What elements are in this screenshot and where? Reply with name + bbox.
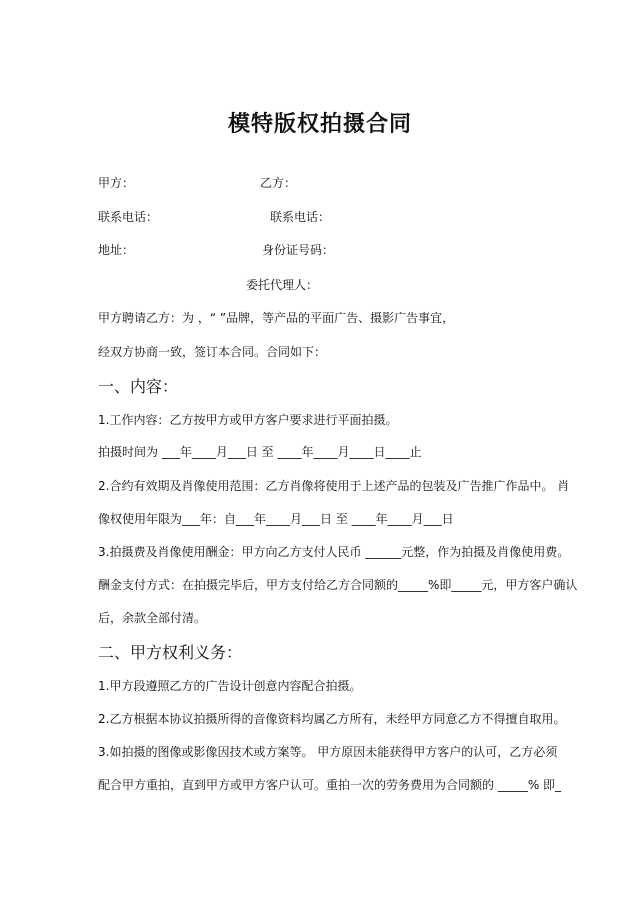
section-1-item-2-line-1: 2.合约有效期及肖像使用范围：乙方肖像将使用于上述产品的包装及广告推广作品中。 肖	[98, 479, 570, 493]
phone-b-label: 联系电话：	[270, 210, 331, 224]
phone-a-label: 联系电话：	[98, 210, 159, 224]
section-1-item-3: 3.拍摄费及肖像使用酬金：甲方向乙方支付人民币 ______元整，作为拍摄及肖像使用费。	[98, 545, 570, 559]
page-title: 模特版权拍摄合同	[227, 112, 412, 137]
intro-line-1: 甲方聘请乙方：为 ，“ ”品牌，等产品的平面广告、摄影广告事宜，	[98, 311, 455, 325]
section-1-item-2-line-2: 像权使用年限为___年：自___年____月___日 至 ____年____月___日	[98, 512, 454, 526]
party-b-label: 乙方：	[260, 176, 297, 190]
section-1-item-1: 1.工作内容：乙方按甲方或甲方客户要求进行平面拍摄。	[98, 413, 398, 427]
party-a-label: 甲方：	[98, 176, 135, 190]
agent-label: 委托代理人：	[246, 278, 319, 292]
section-2-item-3-line-2: 配合甲方重拍，直到甲方或甲方客户认可。重拍一次的劳务费用为合同额的 _____% 即_	[98, 778, 562, 792]
address-label: 地址：	[98, 243, 135, 257]
section-1-shoot-time: 拍摄时间为 ___年____月___日 至 ____年____月____日____止	[98, 445, 422, 459]
intro-line-2: 经双方协商一致，签订本合同。合同如下：	[98, 345, 327, 359]
id-number-label: 身份证号码：	[262, 243, 335, 257]
section-2-item-1: 1.甲方段遵照乙方的广告设计创意内容配合拍摄。	[98, 679, 362, 693]
section-2-heading: 二、甲方权利义务：	[98, 643, 243, 662]
section-1-payment-line-2: 后，余款全部付清。	[98, 611, 207, 625]
section-1-payment-line-1: 酬金支付方式：在拍摄完毕后，甲方支付给乙方合同额的_____%即_____元，甲方客户确认	[98, 578, 578, 592]
section-2-item-2: 2.乙方根据本协议拍摄所得的音像资料均属乙方所有，未经甲方同意乙方不得擅自取用。	[98, 712, 566, 726]
section-1-heading: 一、内容：	[98, 377, 179, 396]
section-2-item-3-line-1: 3.如拍摄的图像或影像因技术或方案等。 甲方原因未能获得甲方客户的认可，乙方必须	[98, 745, 558, 759]
